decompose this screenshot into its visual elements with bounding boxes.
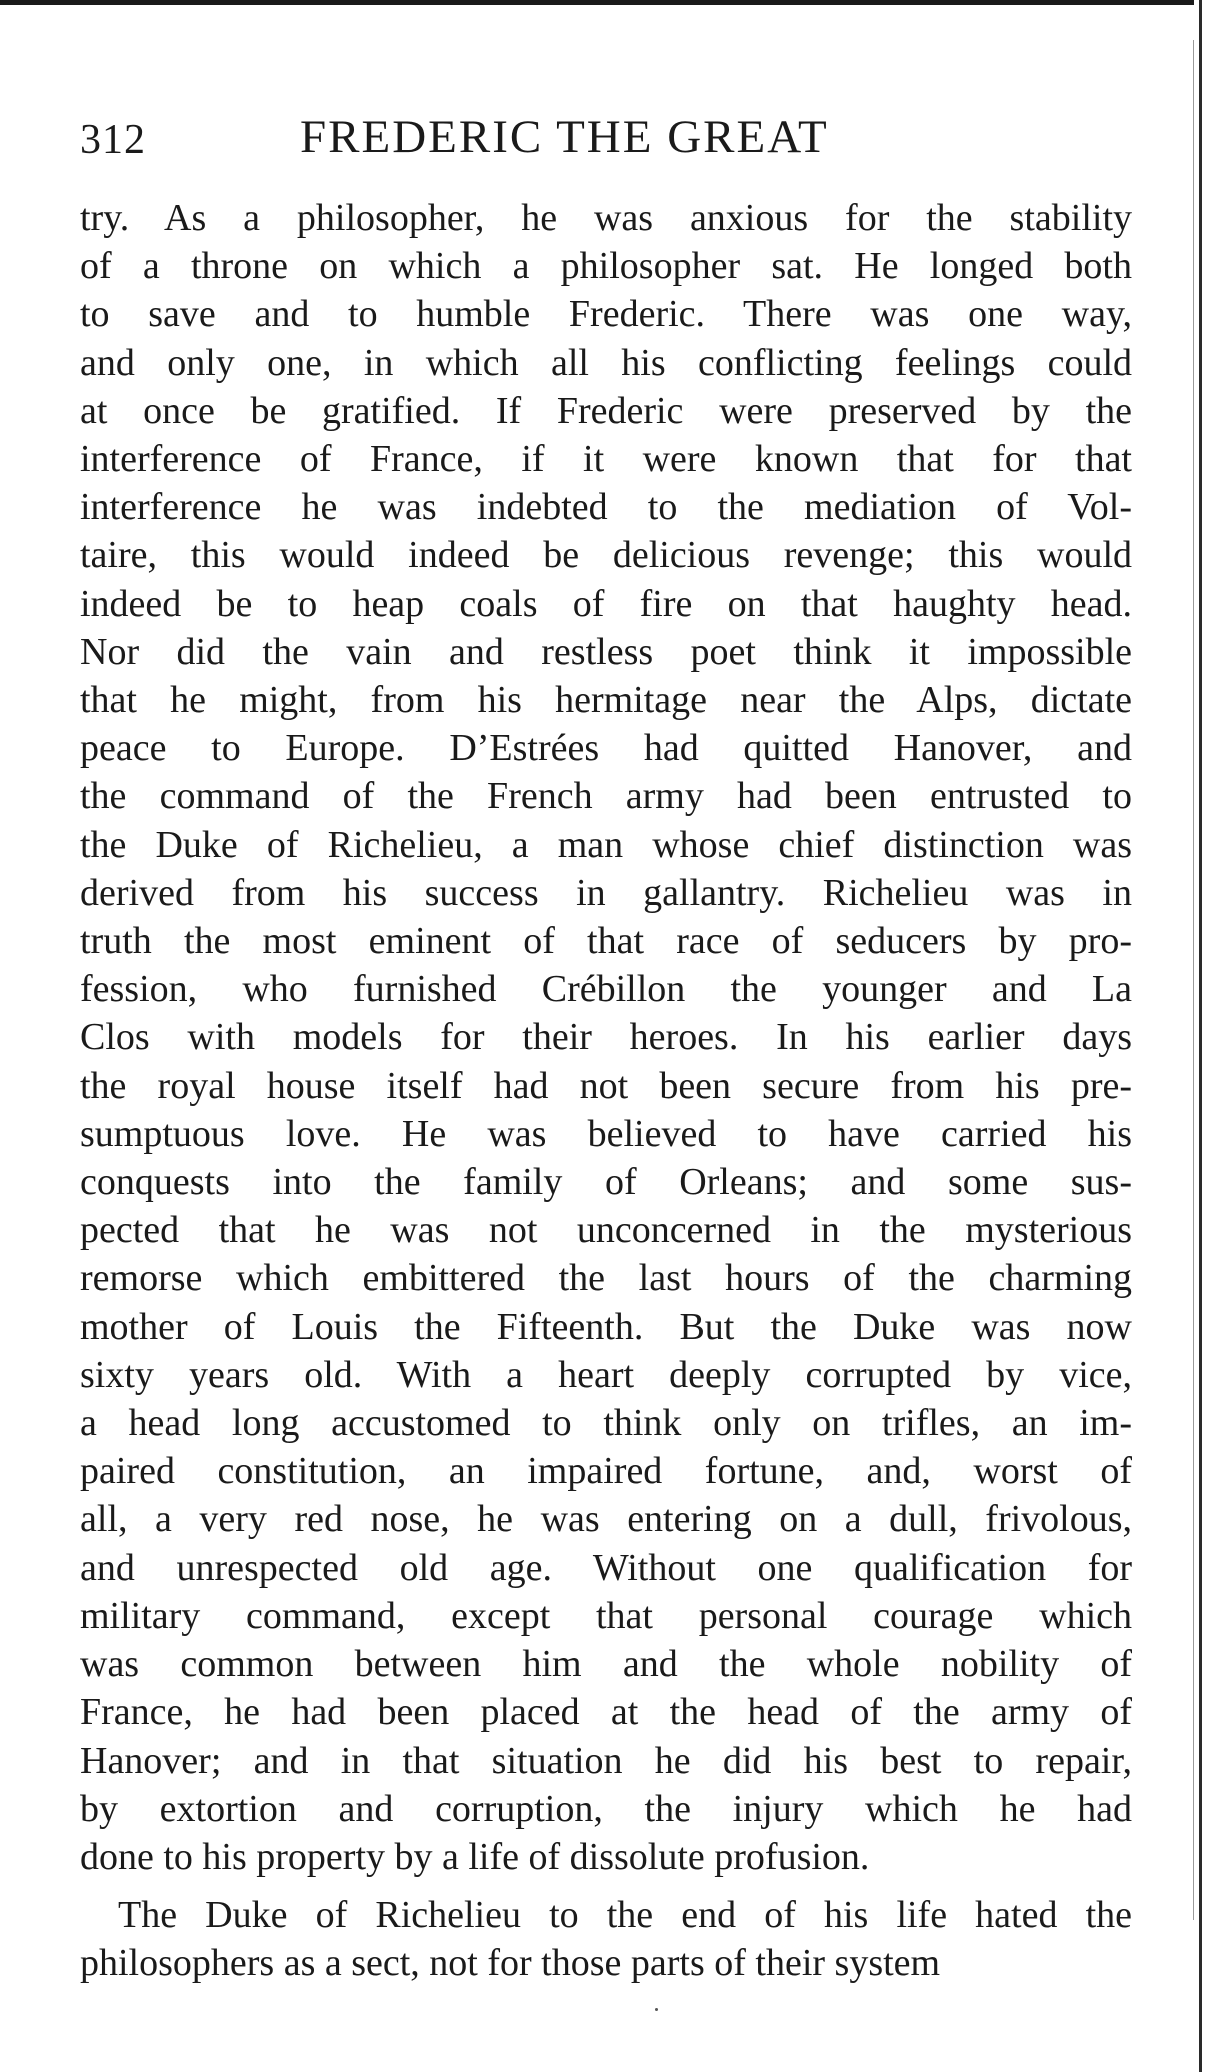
text-line: taire, this would indeed be delicious revenge; this would — [80, 534, 1132, 577]
text-line: all, a very red nose, he was entering on a dull, frivolous, — [80, 1498, 1132, 1541]
page-header — [80, 110, 1132, 172]
text-line: conquests into the family of Orleans; and some sus- — [80, 1161, 1132, 1204]
text-line: mother of Louis the Fifteenth. But the Duke was now — [80, 1305, 1132, 1348]
text-line: that he might, from his hermitage near the Alps, dictate — [80, 679, 1132, 722]
text-line: Hanover; and in that situation he did his best to repair, — [80, 1739, 1132, 1782]
text-line: by extortion and corruption, the injury which he had — [80, 1787, 1132, 1830]
top-border-rule — [0, 0, 1194, 5]
text-line: Nor did the vain and restless poet think it impossible — [80, 630, 1132, 673]
text-line: pected that he was not unconcerned in the mysterious — [80, 1209, 1132, 1252]
text-line: to save and to humble Frederic. There was one way, — [80, 293, 1132, 336]
text-line: the Duke of Richelieu, a man whose chief distinction was — [80, 823, 1132, 866]
right-binding-shadow — [1193, 40, 1194, 1920]
paragraph-2 — [80, 1891, 1132, 1987]
text-line: paired constitution, an impaired fortune, and, worst of — [80, 1450, 1132, 1493]
text-line: indeed be to heap coals of fire on that haughty head. — [80, 582, 1132, 625]
text-line: remorse which embittered the last hours of the charming — [80, 1257, 1132, 1300]
text-line: the royal house itself had not been secure from his pre- — [80, 1064, 1132, 1107]
text-line: done to his property by a life of dissolute profusion. — [80, 1835, 870, 1878]
text-line: of a throne on which a philosopher sat. He longed both — [80, 245, 1132, 288]
paragraph-1 — [80, 194, 1132, 1881]
text-line: sumptuous love. He was believed to have carried his — [80, 1112, 1132, 1155]
text-line: try. As a philosopher, he was anxious for the stability — [80, 197, 1132, 239]
text-line: philosophers as a sect, not for those parts of their system — [80, 1942, 941, 1985]
right-border-rule — [1199, 0, 1202, 2072]
text-line: and unrespected old age. Without one qualification for — [80, 1546, 1132, 1589]
text-line: Clos with models for their heroes. In his earlier days — [80, 1016, 1132, 1059]
text-line: France, he had been placed at the head of the army of — [80, 1691, 1132, 1734]
text-line: was common between him and the whole nobility of — [80, 1643, 1132, 1686]
text-line: interference he was indebted to the mediation of Vol- — [80, 486, 1132, 529]
text-line: at once be gratified. If Frederic were preserved by the — [80, 389, 1132, 432]
text-line: a head long accustomed to think only on trifles, an im- — [80, 1402, 1132, 1445]
text-line: military command, except that personal courage which — [80, 1594, 1132, 1637]
text-line: the command of the French army had been entrusted to — [80, 775, 1132, 818]
text-line: fession, who furnished Crébillon the younger and La — [80, 968, 1132, 1011]
book-page — [80, 110, 1132, 1988]
text-line: truth the most eminent of that race of seducers by pro- — [80, 920, 1132, 963]
text-line: sixty years old. With a heart deeply corrupted by vice, — [80, 1353, 1132, 1396]
running-title: FREDERIC THE GREAT — [300, 111, 829, 163]
text-line: derived from his success in gallantry. Richelieu was in — [80, 871, 1132, 914]
text-line: interference of France, if it were known that for that — [80, 438, 1132, 481]
text-line: peace to Europe. D’Estrées had quitted Hanover, and — [80, 727, 1132, 770]
page-number: 312 — [80, 117, 146, 163]
text-line: and only one, in which all his conflicting feelings could — [80, 341, 1132, 384]
text-line: The Duke of Richelieu to the end of his life hated the — [118, 1894, 1132, 1937]
page-speck — [655, 2008, 658, 2011]
